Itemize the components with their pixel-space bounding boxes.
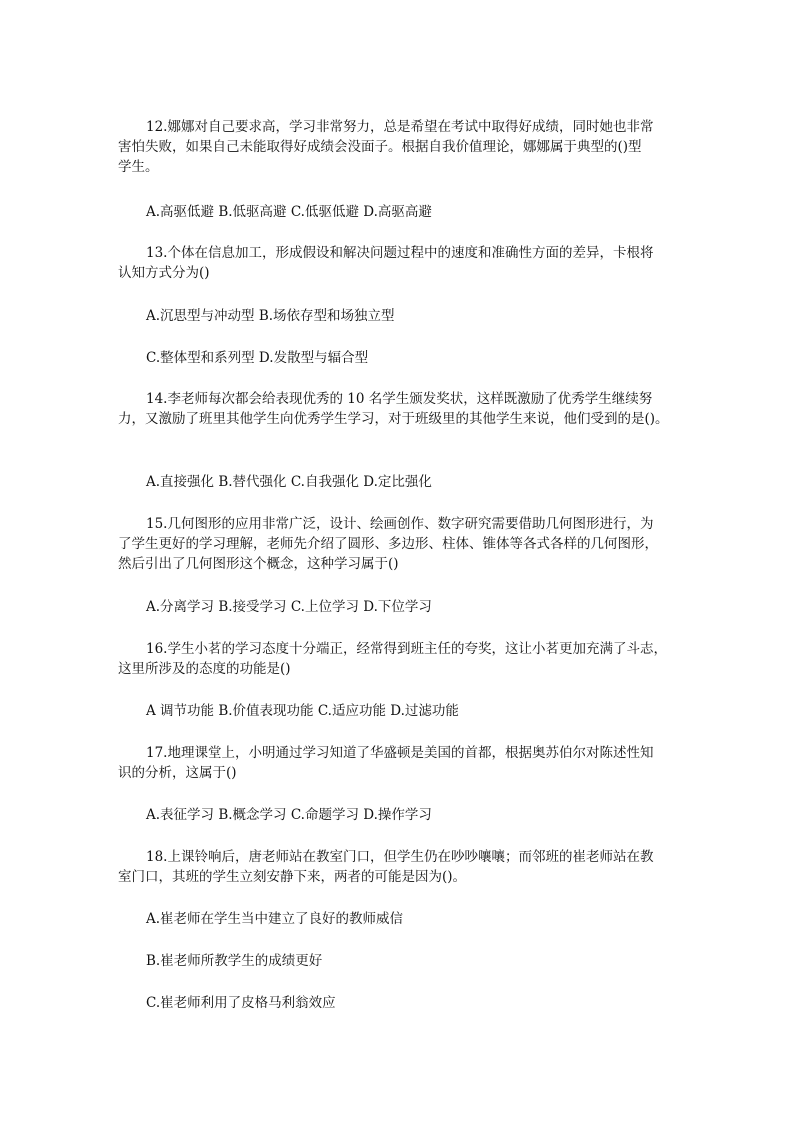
- question-stem-line: 这里所涉及的态度的功能是(): [118, 661, 291, 677]
- question-15-options: A.分离学习 B.接受学习 C.上位学习 D.下位学习: [146, 599, 432, 615]
- question-17-options: A.表征学习 B.概念学习 C.命题学习 D.操作学习: [146, 807, 432, 823]
- question-18-option-c: C.崔老师利用了皮格马利翁效应: [146, 995, 336, 1011]
- question-stem-line: 识的分析，这属于(): [118, 765, 237, 781]
- question-13-stem: [118, 243, 653, 283]
- question-15-stem: [118, 514, 658, 574]
- question-stem-line: 力，又激励了班里其他学生向优秀学生学习，对于班级里的其他学生来说，他们受到的是()。: [118, 411, 669, 427]
- question-stem-line: 14.李老师每次都会给表现优秀的 10 名学生颁发奖状，这样既激励了优秀学生继续努: [146, 391, 653, 407]
- question-16-stem: [118, 639, 667, 679]
- question-18-option-b: B.崔老师所教学生的成绩更好: [146, 953, 323, 969]
- question-stem-line: 16.学生小茗的学习态度十分端正，经常得到班主任的夸奖，这让小茗更加充满了斗志，: [146, 641, 667, 657]
- question-13-options-1: A.沉思型与冲动型 B.场依存型和场独立型: [146, 308, 395, 324]
- question-18-stem: [118, 847, 653, 887]
- question-stem-line: 学生。: [118, 159, 159, 175]
- question-12-options: A.高驱低避 B.低驱高避 C.低驱低避 D.高驱高避: [146, 204, 432, 220]
- question-stem-line: 室门口，其班的学生立刻安静下来，两者的可能是因为()。: [118, 869, 467, 885]
- question-stem-line: 18.上课铃响后，唐老师站在教室门口，但学生仍在吵吵嚷嚷；而邻班的崔老师站在教: [146, 849, 654, 865]
- question-13-options-2: C.整体型和系列型 D.发散型与辐合型: [146, 350, 369, 366]
- question-14-options: A.直接强化 B.替代强化 C.自我强化 D.定比强化: [146, 474, 432, 490]
- question-14-stem: [118, 389, 669, 429]
- question-stem-line: 然后引出了几何图形这个概念，这种学习属于(): [118, 556, 399, 572]
- question-stem-line: 17.地理课堂上，小明通过学习知道了华盛顿是美国的首都，根据奥苏伯尔对陈述性知: [146, 745, 654, 761]
- question-17-stem: [118, 743, 653, 783]
- question-stem-line: 12.娜娜对自己要求高，学习非常努力，总是希望在考试中取得好成绩，同时她也非常: [146, 119, 654, 135]
- question-16-options: A 调节功能 B.价值表现功能 C.适应功能 D.过滤功能: [146, 703, 459, 719]
- question-stem-line: 了学生更好的学习理解，老师先介绍了圆形、多边形、柱体、锥体等各式各样的几何图形，: [118, 536, 658, 552]
- question-stem-line: 认知方式分为(): [118, 265, 210, 281]
- question-12-stem: [118, 117, 653, 177]
- question-18-option-a: A.崔老师在学生当中建立了良好的教师威信: [146, 911, 404, 927]
- question-stem-line: 15.几何图形的应用非常广泛，设计、绘画创作、数字研究需要借助几何图形进行，为: [146, 516, 654, 532]
- question-stem-line: 13.个体在信息加工，形成假设和解决问题过程中的速度和准确性方面的差异，卡根将: [146, 245, 654, 261]
- question-stem-line: 害怕失败，如果自己未能取得好成绩会没面子。根据自我价值理论，娜娜属于典型的()型: [118, 139, 642, 155]
